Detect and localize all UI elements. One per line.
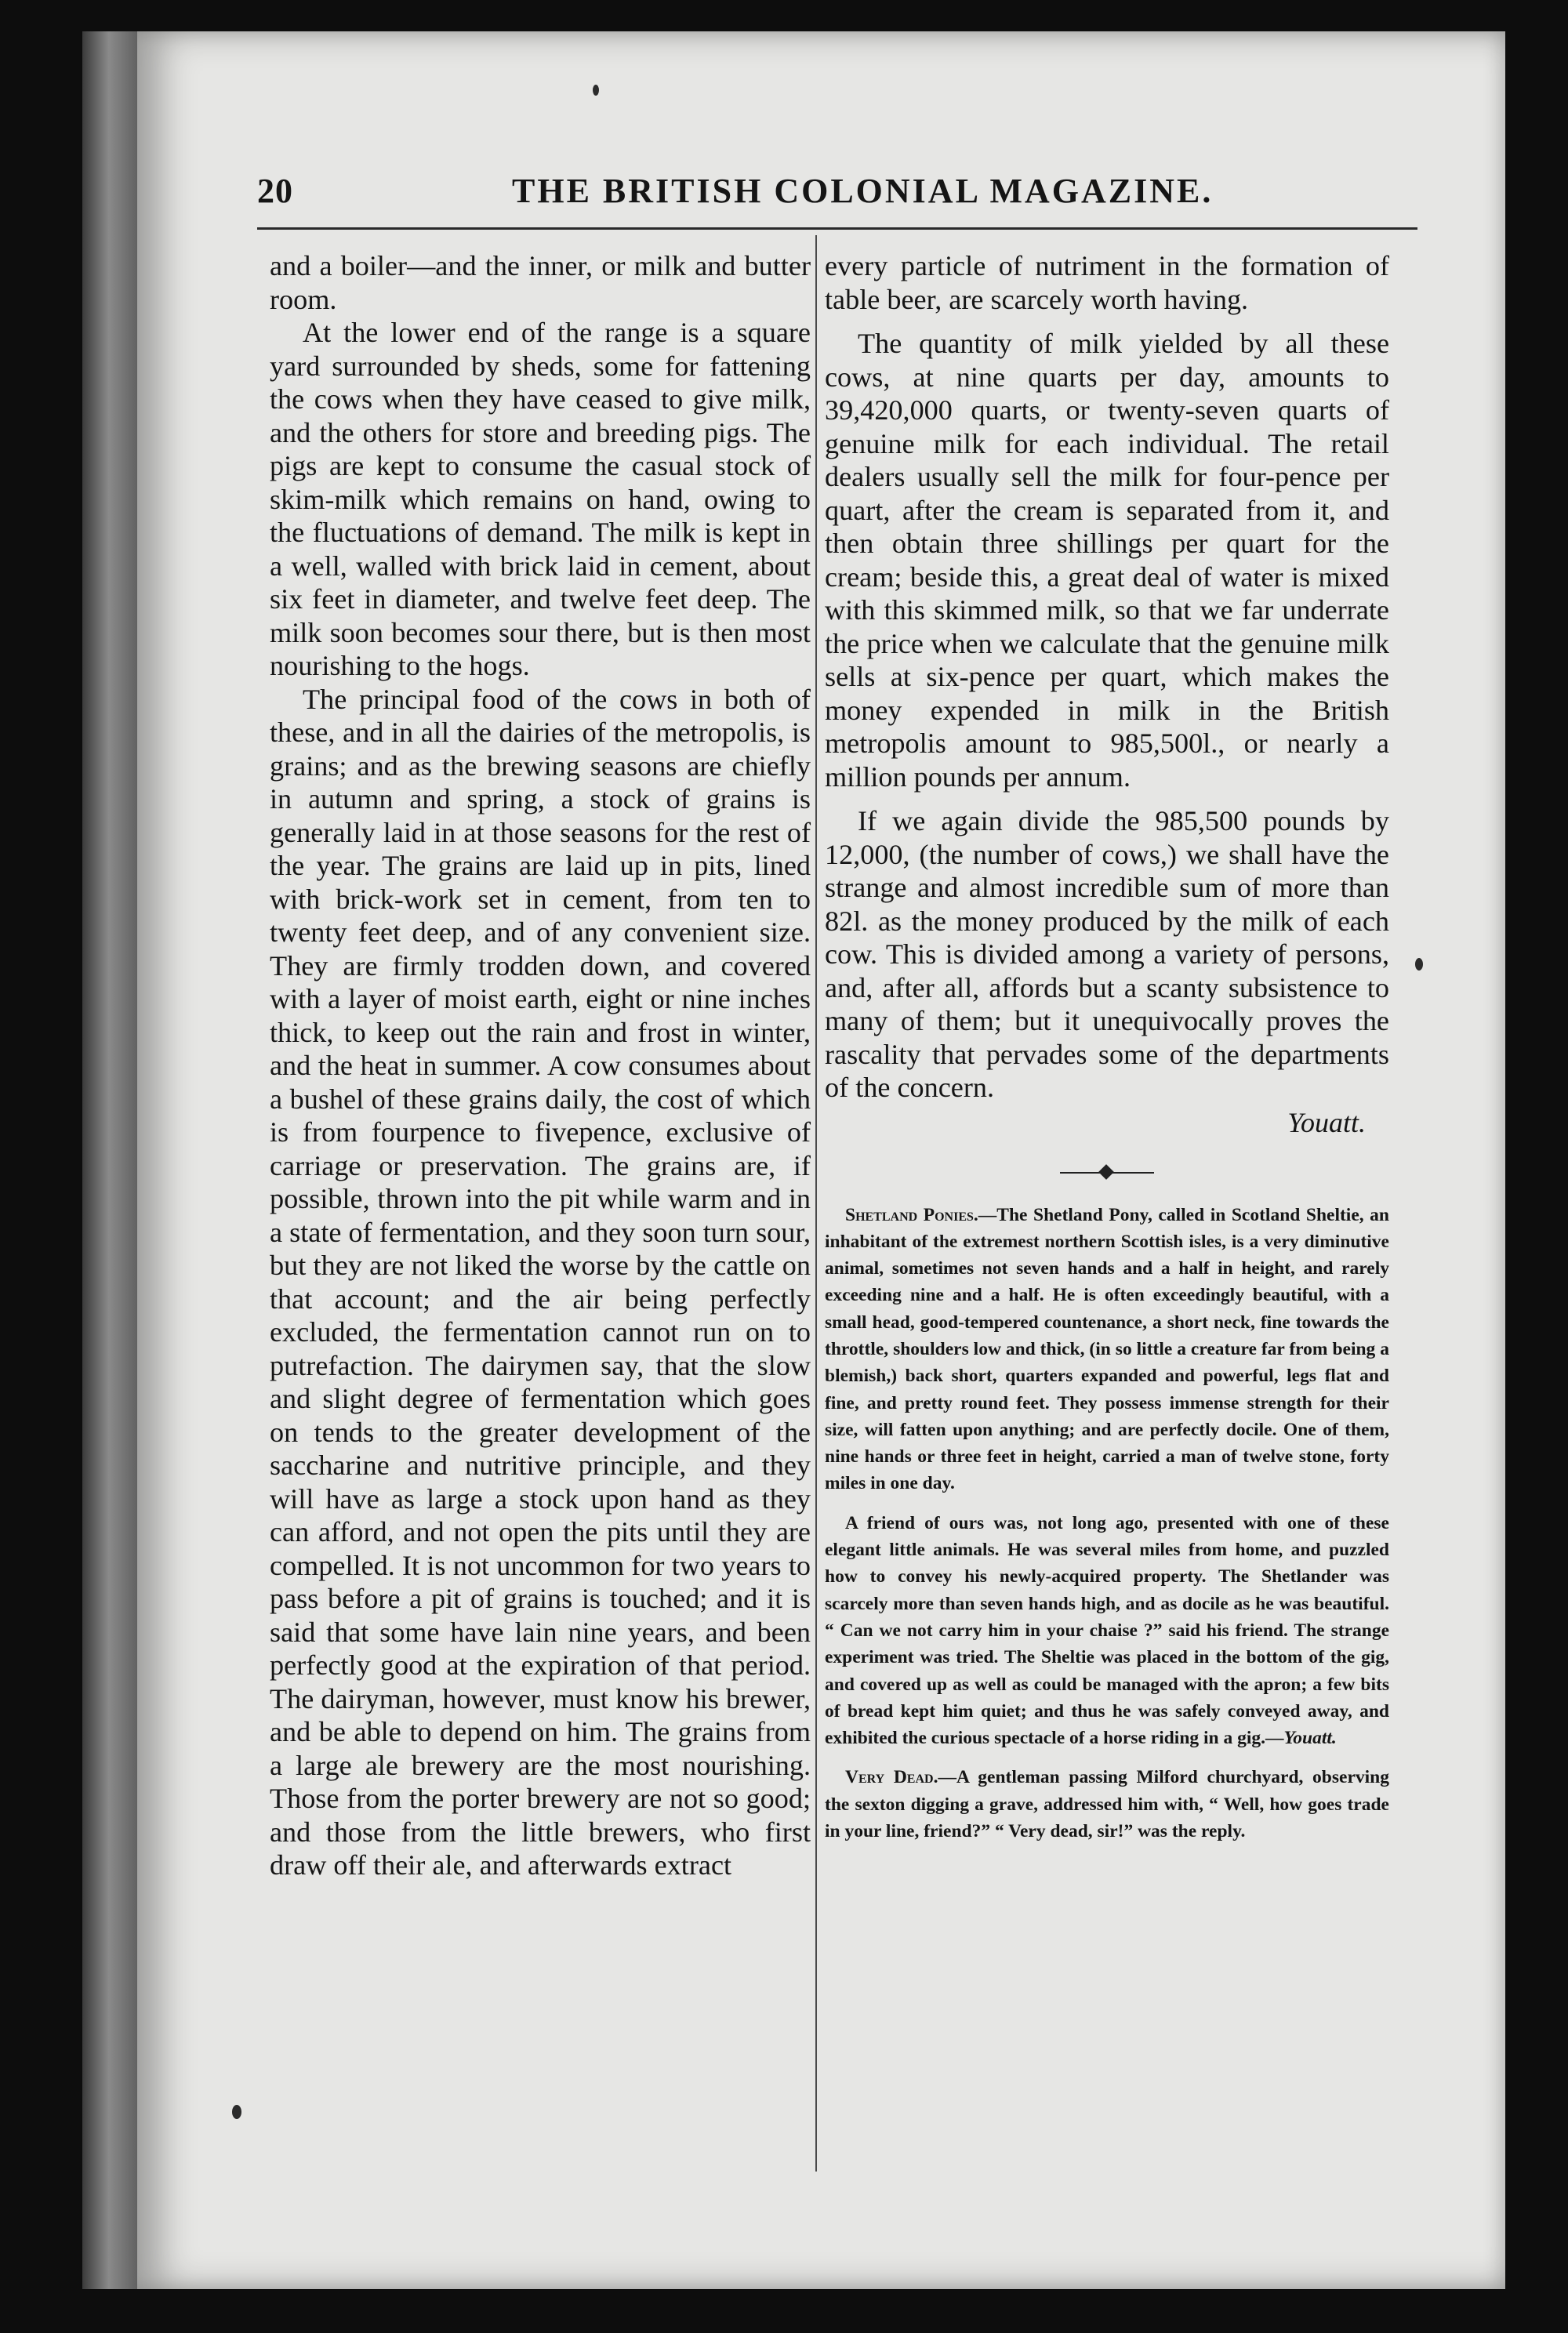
friend-text: A friend of ours was, not long ago, presented with one of these elegant little animals. He was several miles from home, and puzzled how to convey his newly-acquired property. The Shetlander was scarcely more than seven hands high, and as docile as he was beautiful. “ Can we not carry him in your chaise ?” said his friend. The strange experiment was tried. The Sheltie was placed in the bottom of the gig, and covered up as well as could be managed with the apron; a few bits of bread kept him quiet; and thus he was safely conveyed away, and exhibited the curious spectacle of a horse riding in a gig.—: [825, 1512, 1389, 1749]
paragraph: The quantity of milk yielded by all these cows, at nine quarts per day, amounts to 39,420,000 quarts, or twenty-seven quarts of genuine milk for each individual. The retail dealers usually sell the milk for four-pence per quart, after the cream is separated from it, and then obtain three shillings per quart for the cream; beside this, a great deal of water is mixed with this skimmed milk, so that we far underrate the price when we calculate that the genuine milk sells at six-pence per quart, which makes the money expended in milk in the British metropolis amount to 985,500l., or nearly a million pounds per annum.: [825, 328, 1389, 793]
magazine-title: THE BRITISH COLONIAL MAGAZINE.: [512, 172, 1214, 210]
very-dead-text: —A gentleman passing Milford churchyard, observing the sexton digging a grave, addressed him with, “ Well, how goes trade in your line, friend?” “ Very dead, sir!” was the reply.: [825, 1767, 1389, 1842]
very-dead-heading: Very Dead.: [845, 1767, 938, 1788]
page-number: 20: [257, 172, 293, 210]
paragraph: and a boiler—and the inner, or milk and butter room.: [270, 250, 811, 315]
ornament-diamond-icon: [1098, 1164, 1114, 1180]
paragraph: every particle of nutriment in the formation of table beer, are scarcely worth having.: [825, 250, 1389, 315]
section-ornament: [1060, 1164, 1154, 1181]
ink-spot: [1415, 958, 1423, 971]
book-gutter: [82, 31, 141, 2289]
paragraph: If we again divide the 985,500 pounds by 12,000, (the number of cows,) we shall have the strange and almost incredible sum of more than 82l. as the money produced by the milk of each cow. This is divided among a variety of persons, and, after all, affords but a scanty subsistence to many of them; but it unequivocally proves the rascality that pervades some of the departments of the concern.: [825, 805, 1389, 1103]
header-rule: [257, 227, 1417, 230]
paragraph: At the lower end of the range is a square yard surrounded by sheds, some for fattening the cows when they have ceased to give milk, and the others for store and breeding pigs. The pigs are kept to consume the casual stock of skim-milk which remains on hand, owing to the fluctuations of demand. The milk is kept in a well, walled with brick laid in cement, about six feet in diameter, and twelve feet deep. The milk soon becomes sour there, but is then most nourishing to the hogs.: [270, 317, 811, 681]
column-divider: [815, 235, 817, 2172]
author-signature: Youatt.: [1287, 1106, 1366, 1138]
shetland-text: —The Shetland Pony, called in Scotland Sheltie, an inhabitant of the extremest northern Scottish isles, is a very diminutive animal, sometimes not seven hands and a half in height, and rarely exceeding nine and a half. He is often exceedingly beautiful, with a small head, good-tempered countenance, a short neck, fine towards the throttle, shoulders low and thick, (in so little a creature far from being a blemish,) back short, quarters expanded and powerful, legs flat and fine, and pretty round feet. They possess immense strength for their size, will fatten upon anything; and are perfectly docile. One of them, nine hands or three feet in height, carried a man of twelve stone, forty miles in one day.: [825, 1204, 1389, 1494]
friend-paragraph: [825, 1510, 1389, 1752]
left-column: [270, 249, 811, 1882]
very-dead-paragraph: [825, 1764, 1389, 1845]
running-head: [257, 171, 1417, 226]
ink-spot: [593, 85, 599, 96]
shetland-ponies-paragraph: [825, 1202, 1389, 1497]
miscellany-section: [825, 1202, 1389, 1845]
friend-attribution: Youatt.: [1283, 1728, 1337, 1749]
paragraph: The principal food of the cows in both of these, and in all the dairies of the metropolis, is grains; and as the brewing seasons are chiefly in autumn and spring, a stock of grains is generally laid in at those seasons for the rest of the year. The grains are laid up in pits, lined with brick-work set in cement, from ten to twenty feet deep, and of any convenient size. They are firmly trodden down, and covered with a layer of moist earth, eight or nine inches thick, to keep out the rain and frost in winter, and the heat in summer. A cow consumes about a bushel of these grains daily, the cost of which is from fourpence to fivepence, exclusive of carriage or preservation. The grains are, if possible, thrown into the pit while warm and in a state of fermentation, and they soon turn sour, but they are not liked the worse by the cattle on that account; and the air being perfectly excluded, the fermentation cannot run on to putrefaction. The dairymen say, that the slow and slight degree of fermentation which goes on tends to the greater development of the saccharine and nutritive principle, and they will have as large a stock upon hand as they can afford, and not open the pits until they are compelled. It is not uncommon for two years to pass before a pit of grains is touched; and it is said that some have lain nine years, and been perfectly good at the expiration of that period. The dairyman, however, must know his brewer, and be able to depend on him. The grains from a large ale brewery are the most nourishing. Those from the porter brewery are not so good; and those from the little brewers, who first draw off their ale, and afterwards extract: [270, 683, 811, 1881]
shetland-heading: Shetland Ponies.: [845, 1204, 978, 1225]
right-column: [825, 249, 1389, 1845]
milk-article: [825, 249, 1389, 1139]
ink-spot: [232, 2105, 241, 2119]
